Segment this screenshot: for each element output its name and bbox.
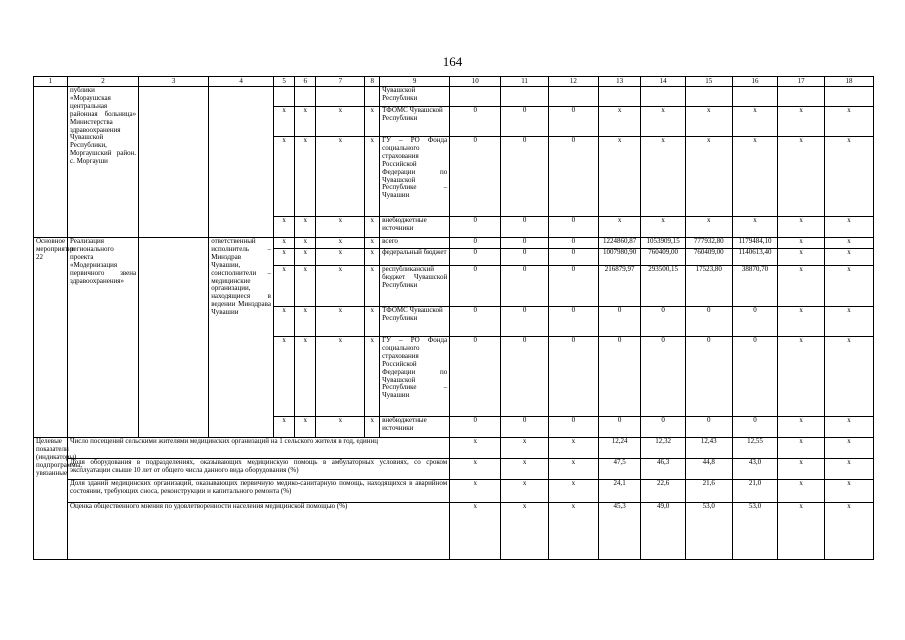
cell: x — [778, 266, 825, 307]
cell: x — [778, 107, 825, 137]
page-number: 164 — [442, 54, 463, 69]
block1-col1 — [34, 87, 68, 238]
block2-col3 — [139, 238, 209, 438]
cell — [548, 87, 598, 107]
cell: x — [825, 249, 874, 266]
cell: 0 — [501, 249, 549, 266]
cell: 0 — [641, 307, 686, 337]
block1-col4 — [209, 87, 274, 238]
cell: 0 — [685, 417, 732, 438]
table-row — [34, 238, 874, 249]
cell: x — [273, 137, 294, 217]
cell — [365, 87, 380, 107]
cell: 0 — [501, 217, 549, 238]
cell: x — [732, 107, 778, 137]
cell: x — [316, 249, 365, 266]
header-cell: 9 — [380, 77, 450, 87]
header-cell: 4 — [209, 77, 274, 87]
cell: 21,0 — [732, 480, 778, 503]
cell: 38870,70 — [732, 266, 778, 307]
cell: x — [685, 107, 732, 137]
cell: x — [295, 266, 316, 307]
cell: 0 — [501, 417, 549, 438]
funding-source: федеральный бюджет — [380, 249, 450, 266]
cell: x — [778, 249, 825, 266]
cell: 0 — [450, 417, 501, 438]
cell — [685, 87, 732, 107]
cell: 12,43 — [685, 438, 732, 459]
cell: x — [598, 107, 640, 137]
table-row — [34, 87, 874, 107]
cell — [450, 87, 501, 107]
cell: x — [316, 217, 365, 238]
cell: 44,8 — [685, 459, 732, 480]
cell — [732, 87, 778, 107]
funding-source: ГУ – РО Фонда социального страхования Российской Федерации по Чувашской Республике – Чувашии — [380, 137, 450, 217]
cell: x — [825, 480, 874, 503]
cell — [295, 87, 316, 107]
cell: x — [450, 480, 501, 503]
cell: 0 — [548, 266, 598, 307]
cell: x — [685, 217, 732, 238]
cell: x — [295, 417, 316, 438]
cell: 0 — [450, 249, 501, 266]
header-cell: 18 — [825, 77, 874, 87]
cell: x — [365, 249, 380, 266]
cell: 53,0 — [685, 503, 732, 560]
cell: 0 — [548, 337, 598, 417]
cell: x — [598, 137, 640, 217]
cell: 0 — [501, 137, 549, 217]
cell: x — [598, 217, 640, 238]
cell: 0 — [598, 337, 640, 417]
cell — [316, 87, 365, 107]
header-cell: 11 — [501, 77, 549, 87]
cell: x — [778, 417, 825, 438]
cell: x — [641, 137, 686, 217]
header-cell: 16 — [732, 77, 778, 87]
funding-source: Чувашской Республики — [380, 87, 450, 107]
indicator-text: Доля зданий медицинских организаций, оказывающих первичную медико-санитарную помощь, находящихся в аварийном состоянии, требующих сноса, реконструкции и капитального ремонта (%) — [67, 480, 449, 503]
cell: 1140613,40 — [732, 249, 778, 266]
cell: x — [825, 307, 874, 337]
cell: 0 — [598, 417, 640, 438]
cell: x — [273, 238, 294, 249]
cell: x — [273, 217, 294, 238]
cell: x — [365, 417, 380, 438]
cell: 0 — [641, 417, 686, 438]
cell: 1179484,10 — [732, 238, 778, 249]
cell: x — [825, 238, 874, 249]
cell: 1007980,90 — [598, 249, 640, 266]
cell: 0 — [450, 217, 501, 238]
cell: x — [273, 249, 294, 266]
cell: x — [825, 459, 874, 480]
cell: x — [825, 503, 874, 560]
cell: x — [641, 217, 686, 238]
cell: x — [778, 459, 825, 480]
cell: x — [825, 266, 874, 307]
cell: 216879,97 — [598, 266, 640, 307]
cell: 0 — [450, 137, 501, 217]
header-cell: 1 — [34, 77, 68, 87]
cell: 0 — [501, 238, 549, 249]
cell: x — [501, 503, 549, 560]
cell: x — [778, 217, 825, 238]
cell: 45,3 — [598, 503, 640, 560]
cell: x — [273, 417, 294, 438]
cell: x — [825, 337, 874, 417]
cell: 12,32 — [641, 438, 686, 459]
cell: x — [450, 459, 501, 480]
funding-source: республиканский бюджет Чувашской Республики — [380, 266, 450, 307]
cell: 0 — [598, 307, 640, 337]
cell: x — [778, 337, 825, 417]
cell: x — [548, 438, 598, 459]
cell: 0 — [548, 307, 598, 337]
cell: 760409,00 — [641, 249, 686, 266]
cell: 777932,80 — [685, 238, 732, 249]
cell: x — [365, 337, 380, 417]
cell: 21,6 — [685, 480, 732, 503]
cell: x — [548, 503, 598, 560]
cell: 0 — [548, 217, 598, 238]
cell: x — [295, 307, 316, 337]
header-cell: 13 — [598, 77, 640, 87]
header-cell: 6 — [295, 77, 316, 87]
cell: 22,6 — [641, 480, 686, 503]
cell: x — [295, 249, 316, 266]
cell: x — [316, 337, 365, 417]
cell: x — [295, 217, 316, 238]
column-number-row — [34, 77, 874, 87]
cell: 12,55 — [732, 438, 778, 459]
cell: x — [365, 107, 380, 137]
cell: x — [825, 417, 874, 438]
cell: x — [778, 137, 825, 217]
cell: x — [365, 137, 380, 217]
cell: x — [295, 238, 316, 249]
cell: 0 — [450, 107, 501, 137]
cell: x — [273, 307, 294, 337]
indicators-title: Целевые показатели (индикаторы) подпрограммы, увязанные — [34, 438, 68, 560]
funding-source: внебюджетные источники — [380, 417, 450, 438]
header-cell: 14 — [641, 77, 686, 87]
cell: 0 — [501, 337, 549, 417]
cell — [598, 87, 640, 107]
cell: x — [501, 459, 549, 480]
cell: x — [365, 266, 380, 307]
cell: x — [778, 238, 825, 249]
header-cell: 10 — [450, 77, 501, 87]
cell: x — [732, 137, 778, 217]
cell: x — [365, 307, 380, 337]
header-cell: 12 — [548, 77, 598, 87]
indicator-text: Оценка общественного мнения по удовлетворенности населения медицинской помощью (%) — [67, 503, 449, 560]
cell: 1224860,87 — [598, 238, 640, 249]
table-row — [34, 438, 874, 459]
cell: x — [273, 337, 294, 417]
cell: x — [825, 137, 874, 217]
cell: 12,24 — [598, 438, 640, 459]
organization-name: публики «Мораушская центральная районная больница» Министерства здравоохранения Чувашской Республики, Моргаушский район. с. Моргауши — [67, 87, 138, 238]
indicator-text: Число посещений сельскими жителями медицинских организаций на 1 сельского жителя в год, единиц — [67, 438, 449, 459]
cell: x — [295, 107, 316, 137]
cell: x — [295, 137, 316, 217]
funding-source: всего — [380, 238, 450, 249]
cell: 0 — [641, 337, 686, 417]
measure-description: Реализация регионального проекта «Модернизация первичного звена здравоохранения» — [67, 238, 138, 438]
cell: x — [778, 307, 825, 337]
cell: x — [685, 137, 732, 217]
cell: x — [365, 238, 380, 249]
cell: 0 — [450, 266, 501, 307]
cell: 0 — [450, 337, 501, 417]
cell: x — [316, 238, 365, 249]
cell: 0 — [450, 238, 501, 249]
cell: x — [273, 266, 294, 307]
cell: x — [778, 480, 825, 503]
funding-source: внебюджетные источники — [380, 217, 450, 238]
header-cell: 7 — [316, 77, 365, 87]
cell: 24,1 — [598, 480, 640, 503]
cell: x — [365, 217, 380, 238]
cell: 0 — [685, 337, 732, 417]
funding-source: ТФОМС Чувашской Республики — [380, 107, 450, 137]
header-cell: 17 — [778, 77, 825, 87]
indicator-text: Доля оборудования в подразделениях, оказывающих медицинскую помощь в амбулаторных условиях, со сроком эксплуатации свыше 10 лет от общего числа данного вида оборудования (%) — [67, 459, 449, 480]
cell: 293500,15 — [641, 266, 686, 307]
cell: 17523,80 — [685, 266, 732, 307]
program-table — [33, 76, 874, 560]
cell: x — [825, 107, 874, 137]
cell: 0 — [732, 417, 778, 438]
cell: 760409,00 — [685, 249, 732, 266]
table-row — [34, 480, 874, 503]
cell: x — [641, 107, 686, 137]
cell: x — [825, 438, 874, 459]
funding-source: ГУ – РО Фонда социального страхования Российской Федерации по Чувашской Республике – Чувашии — [380, 337, 450, 417]
block1-col3 — [139, 87, 209, 238]
cell: x — [450, 438, 501, 459]
cell: x — [732, 217, 778, 238]
table-row — [34, 503, 874, 560]
funding-source: ТФОМС Чувашской Республики — [380, 307, 450, 337]
cell: 0 — [732, 337, 778, 417]
cell: x — [316, 107, 365, 137]
cell: 0 — [501, 266, 549, 307]
cell: x — [273, 107, 294, 137]
cell: x — [501, 438, 549, 459]
cell: x — [450, 503, 501, 560]
cell: 46,3 — [641, 459, 686, 480]
header-cell: 3 — [139, 77, 209, 87]
cell — [501, 87, 549, 107]
cell: x — [548, 480, 598, 503]
cell: 0 — [501, 107, 549, 137]
cell: 49,0 — [641, 503, 686, 560]
cell — [641, 87, 686, 107]
header-cell: 5 — [273, 77, 294, 87]
cell: 47,5 — [598, 459, 640, 480]
cell: 0 — [450, 307, 501, 337]
cell: x — [778, 503, 825, 560]
cell: 0 — [548, 107, 598, 137]
cell: x — [316, 307, 365, 337]
cell: 0 — [732, 307, 778, 337]
cell: 0 — [501, 307, 549, 337]
cell: 43,0 — [732, 459, 778, 480]
cell: 53,0 — [732, 503, 778, 560]
cell: 0 — [548, 137, 598, 217]
cell — [825, 87, 874, 107]
cell — [778, 87, 825, 107]
cell — [273, 87, 294, 107]
cell: x — [316, 137, 365, 217]
cell: x — [825, 217, 874, 238]
cell: 1053909,15 — [641, 238, 686, 249]
cell: x — [295, 337, 316, 417]
table-row — [34, 459, 874, 480]
header-cell: 8 — [365, 77, 380, 87]
measure-title: Основное мероприятие 22 — [34, 238, 68, 438]
cell: x — [548, 459, 598, 480]
header-cell: 15 — [685, 77, 732, 87]
cell: x — [778, 438, 825, 459]
cell: x — [316, 266, 365, 307]
cell: 0 — [548, 417, 598, 438]
cell: 0 — [548, 249, 598, 266]
cell: x — [501, 480, 549, 503]
header-cell: 2 — [67, 77, 138, 87]
cell: 0 — [548, 238, 598, 249]
cell: 0 — [685, 307, 732, 337]
executor-description: ответственный исполнитель – Минздрав Чувашии, соисполнители – медицинские организации, находящиеся в ведении Минздрава Чувашии — [209, 238, 274, 438]
cell: x — [316, 417, 365, 438]
